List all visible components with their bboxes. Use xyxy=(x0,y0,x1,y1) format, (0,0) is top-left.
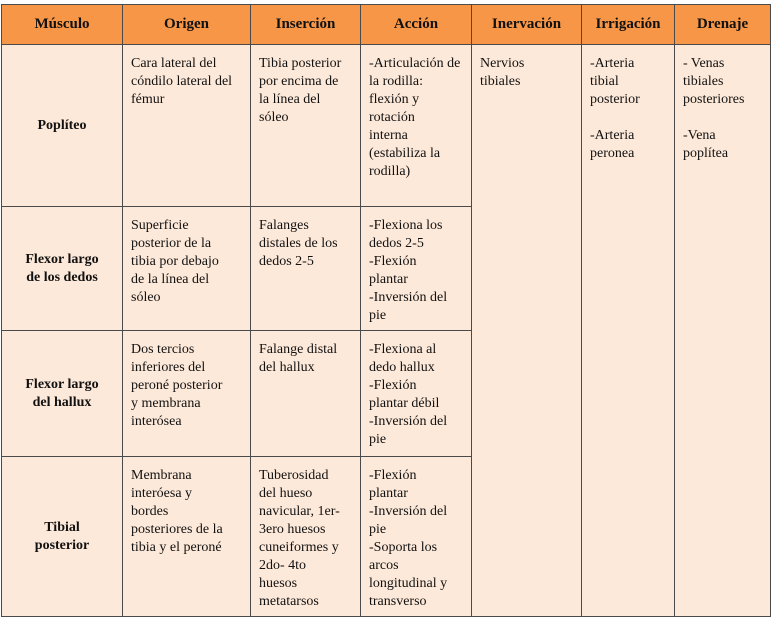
cell-origen xyxy=(123,457,251,617)
cell-insercion xyxy=(251,207,361,331)
header-irrigacion: Irrigación xyxy=(582,5,675,45)
cell-musculo xyxy=(2,207,123,331)
cell-musculo xyxy=(2,331,123,457)
cell-origen xyxy=(123,207,251,331)
header-insercion: Inserción xyxy=(251,5,361,45)
musculo-text: Flexor largo del hallux xyxy=(25,376,99,410)
header-row xyxy=(2,5,771,45)
cell-accion xyxy=(361,45,472,207)
cell-insercion xyxy=(251,331,361,457)
header-drenaje: Drenaje xyxy=(675,5,771,45)
accion-text: -Flexiona al dedo hallux -Flexión plantar débil -Inversión del pie xyxy=(369,342,448,447)
insercion-text: Falanges distales de los dedos 2-5 xyxy=(259,218,338,269)
insercion-text: Falange distal del hallux xyxy=(259,342,338,375)
cell-inervacion xyxy=(472,45,582,617)
muscle-table xyxy=(1,4,771,617)
cell-insercion xyxy=(251,457,361,617)
cell-origen xyxy=(123,331,251,457)
accion-text: -Flexiona los dedos 2-5 -Flexión plantar -Inversión del pie xyxy=(369,218,448,323)
inervacion-text: Nervios tibiales xyxy=(480,56,525,89)
cell-accion xyxy=(361,207,472,331)
origen-text: Dos tercios inferiores del peroné posterior y membrana interósea xyxy=(131,342,223,429)
header-accion: Acción xyxy=(361,5,472,45)
musculo-text: Tibial posterior xyxy=(34,519,90,553)
musculo-text: Poplíteo xyxy=(37,117,87,133)
cell-insercion xyxy=(251,45,361,207)
cell-irrigacion xyxy=(582,45,675,617)
header-origen: Origen xyxy=(123,5,251,45)
insercion-text: Tibia posterior por encima de la línea del sóleo xyxy=(259,56,342,125)
drenaje-text: - Venas tibiales posteriores -Vena poplítea xyxy=(683,56,745,161)
cell-drenaje xyxy=(675,45,771,617)
origen-text: Cara lateral del cóndilo lateral del fémur xyxy=(131,56,233,107)
insercion-text: Tuberosidad del hueso navicular, 1er- 3ero huesos cuneiformes y 2do- 4to huesos metatarsos xyxy=(259,468,340,609)
cell-musculo xyxy=(2,457,123,617)
cell-musculo xyxy=(2,45,123,207)
irrigacion-text: -Arteria tibial posterior -Arteria peronea xyxy=(590,56,640,161)
origen-text: Superficie posterior de la tibia por debajo de la línea del sóleo xyxy=(131,218,219,305)
musculo-text: Flexor largo de los dedos xyxy=(25,251,99,285)
cell-accion xyxy=(361,331,472,457)
cell-accion xyxy=(361,457,472,617)
origen-text: Membrana interóesa y bordes posteriores de la tibia y el peroné xyxy=(131,468,223,555)
cell-origen xyxy=(123,45,251,207)
header-inervacion: Inervación xyxy=(472,5,582,45)
accion-text: -Flexión plantar -Inversión del pie -Soporta los arcos longitudinal y transverso xyxy=(369,468,448,609)
muscle-table-container xyxy=(1,4,770,617)
accion-text: -Articulación de la rodilla: flexión y rotación interna (estabiliza la rodilla) xyxy=(369,56,461,179)
header-musculo: Músculo xyxy=(2,5,123,45)
table-row xyxy=(2,45,771,207)
